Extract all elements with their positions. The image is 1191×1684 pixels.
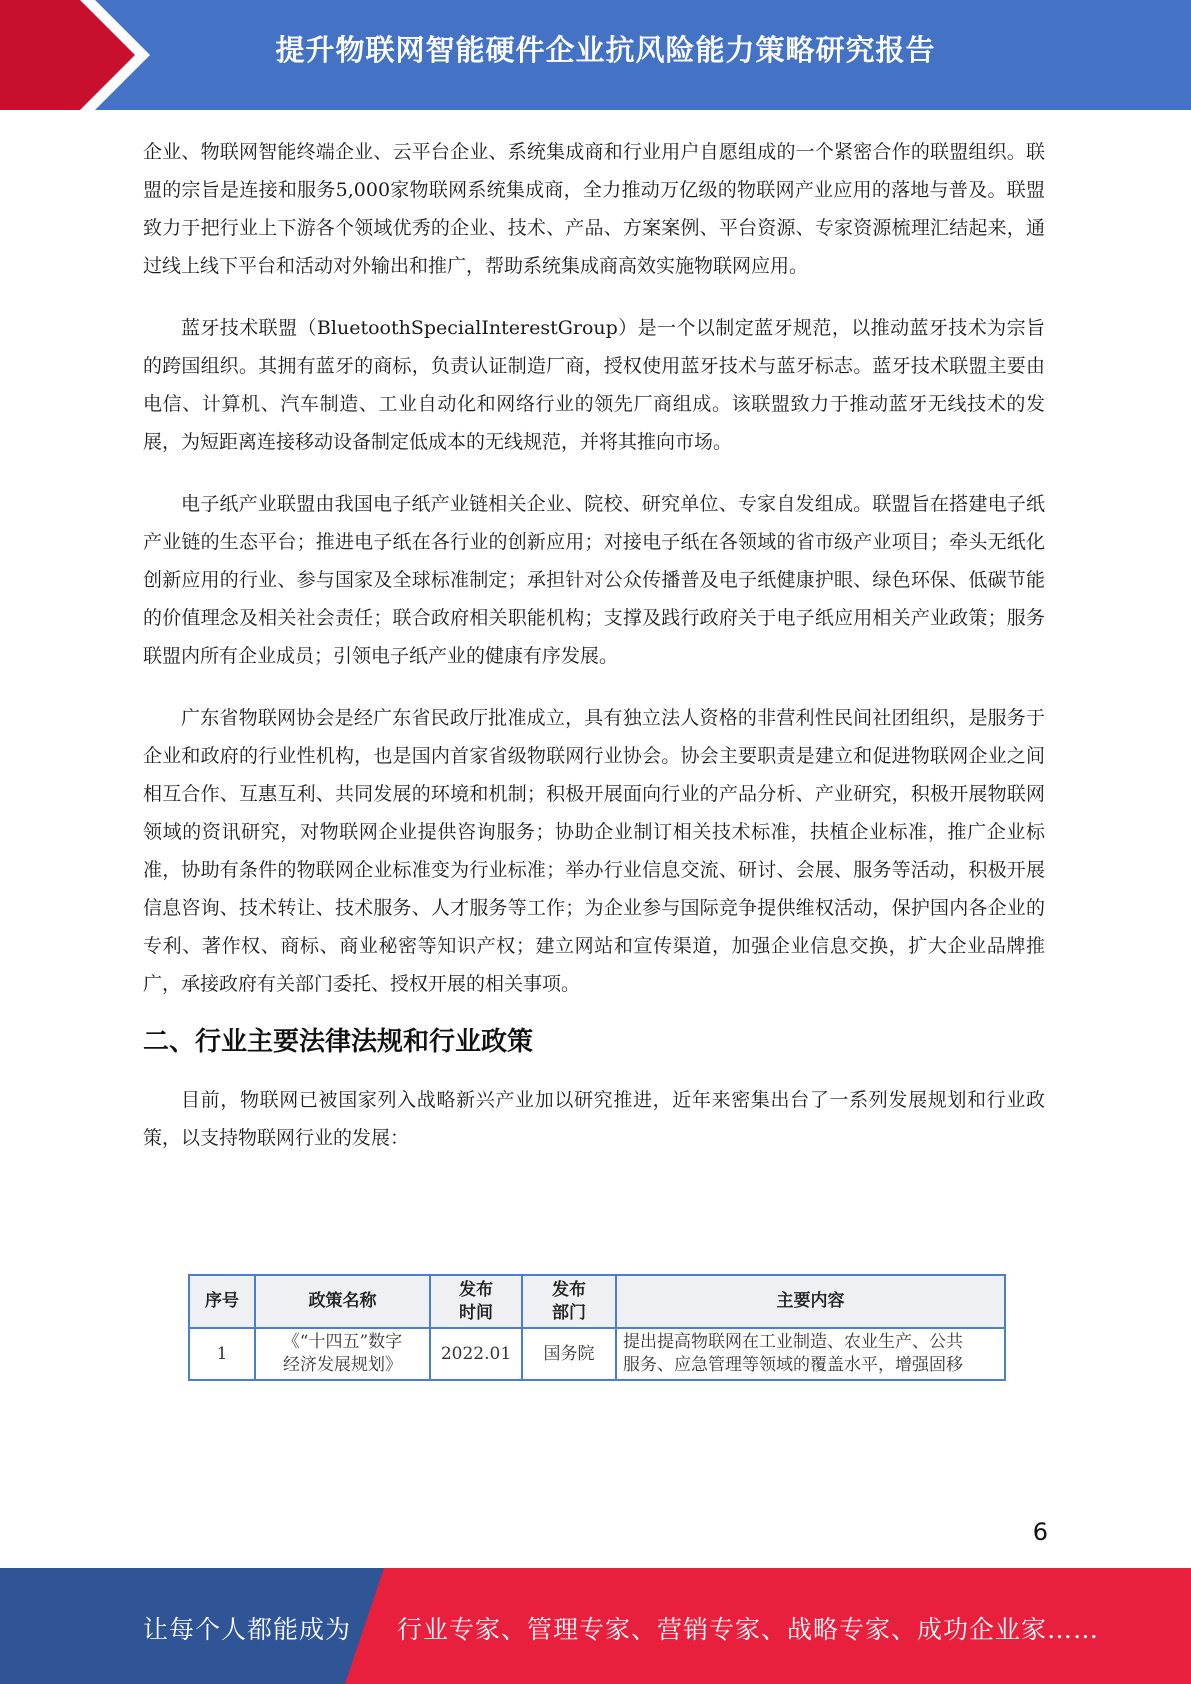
cell-main-content-line2: 服务、应急管理等领域的覆盖水平，增强固移 [623,1355,963,1375]
paragraph-iot-alliance: 企业、物联网智能终端企业、云平台企业、系统集成商和行业用户自愿组成的一个紧密合作的联盟组织。联盟的宗旨是连接和服务5,000家物联网系统集成商，全力推动万亿级的物联网产业应用的落地与普及。联盟致力于把行业上下游各个领域优秀的企业、技术、产品、方案案例、平台资源、专家资源梳理汇结起来，通过线上线下平台和活动对外输出和推广，帮助系统集成商高效实施物联网应用。 [143,141,1045,277]
policy-table-container [188,1274,1006,1381]
document-title: 提升物联网智能硬件企业抗风险能力策略研究报告 [275,33,936,67]
policy-table [188,1274,1006,1381]
header-no: 序号 [189,1275,255,1328]
paragraph-guangdong-iot-association: 广东省物联网协会是经广东省民政厅批准成立，具有独立法人资格的非营利性民间社团组织，是服务于企业和政府的行业性机构，也是国内首家省级物联网行业协会。协会主要职责是建立和促进物联网企业之间相互合作、互惠互利、共同发展的环境和机制；积极开展面向行业的产品分析、产业研究，积极开展物联网领域的资讯研究，对物联网企业提供咨询服务；协助企业制订相关技术标准，扶植企业标准，推广企业标准，协助有条件的物联网企业标准变为行业标准；举办行业信息交流、研讨、会展、服务等活动，积极开展信息咨询、技术转让、技术服务、人才服务等工作；为企业参与国际竞争提供维权活动，保护国内各企业的专利、著作权、商标、商业秘密等知识产权；建立网站和宣传渠道，加强企业信息交换，扩大企业品牌推广，承接政府有关部门委托、授权开展的相关事项。 [143,707,1045,995]
paragraph-epaper-alliance: 电子纸产业联盟由我国电子纸产业链相关企业、院校、研究单位、专家自发组成。联盟旨在搭建电子纸产业链的生态平台；推进电子纸在各行业的创新应用；对接电子纸在各领域的省市级产业项目；牵头无纸化创新应用的行业、参与国家及全球标准制定；承担针对公众传播普及电子纸健康护眼、绿色环保、低碳节能的价值理念及相关社会责任；联合政府相关职能机构；支撑及践行政府关于电子纸应用相关产业政策；服务联盟内所有企业成员；引领电子纸产业的健康有序发展。 [143,493,1045,667]
header-main-content: 主要内容 [616,1275,1005,1328]
header-release-dept [522,1275,616,1328]
cell-no: 1 [189,1328,255,1380]
page-number: 6 [1032,1518,1048,1546]
page-footer [0,1568,1191,1684]
cell-release-time: 2022.01 [430,1328,522,1380]
document-body [143,133,1045,1181]
cell-policy-name-line1: 《“十四五”数字 [282,1332,403,1352]
cell-main-content-line1: 提出提高物联网在工业制造、农业生产、公共 [623,1332,963,1352]
paragraph-bluetooth-sig: 蓝牙技术联盟（BluetoothSpecialInterestGroup）是一个以制定蓝牙规范，以推动蓝牙技术为宗旨的跨国组织。其拥有蓝牙的商标，负责认证制造厂商，授权使用蓝牙技术与蓝牙标志。蓝牙技术联盟主要由电信、计算机、汽车制造、工业自动化和网络行业的领先厂商组成。该联盟致力于推动蓝牙无线技术的发展，为短距离连接移动设备制定低成本的无线规范，并将其推向市场。 [143,317,1045,453]
cell-main-content [616,1328,1005,1380]
cell-policy-name [255,1328,430,1380]
footer-slogan-right: 行业专家、管理专家、营销专家、战略专家、成功企业家…… [397,1615,1100,1644]
section-heading: 二、行业主要法律法规和行业政策 [143,1027,534,1057]
footer-slogan-left: 让每个人都能成为 [143,1615,352,1644]
header-release-time-line1: 发布 [459,1279,493,1300]
cell-policy-name-line2: 经济发展规划》 [283,1355,402,1375]
header-release-time [430,1275,522,1328]
header-release-time-line2: 时间 [459,1302,493,1323]
cell-release-dept: 国务院 [522,1328,616,1380]
header-release-dept-line2: 部门 [552,1302,586,1323]
page-header [0,0,1191,110]
section-intro-paragraph: 目前，物联网已被国家列入战略新兴产业加以研究推进，近年来密集出台了一系列发展规划和行业政策，以支持物联网行业的发展： [143,1089,1045,1149]
header-release-dept-line1: 发布 [552,1279,586,1300]
table-row [189,1328,1005,1380]
table-header-row [189,1275,1005,1328]
header-policy-name: 政策名称 [255,1275,430,1328]
